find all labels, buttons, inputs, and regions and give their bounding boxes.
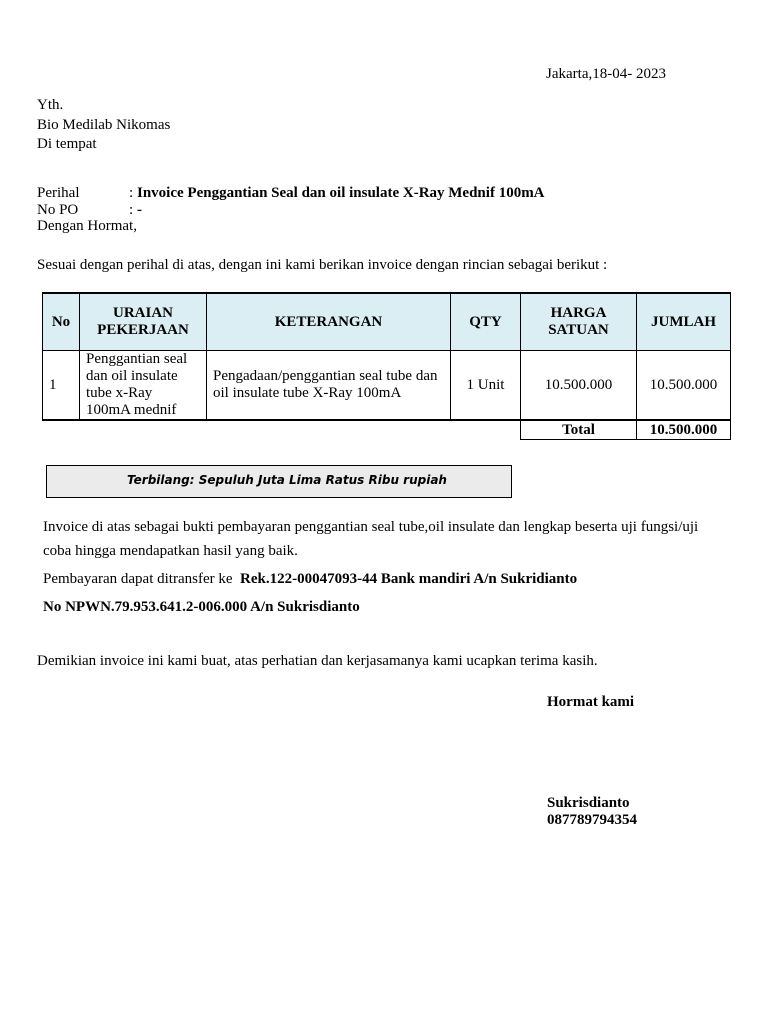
header-qty: QTY <box>451 293 521 351</box>
header-keterangan: KETERANGAN <box>207 293 451 351</box>
header-jumlah: JUMLAH <box>637 293 731 351</box>
body-line-2: coba hingga mendapatkan hasil yang baik. <box>43 543 298 559</box>
perihal-label: Perihal <box>37 185 80 201</box>
signer-name: Sukrisdianto <box>547 795 630 811</box>
header-no: No <box>43 293 80 351</box>
row-qty: 1 Unit <box>451 351 521 421</box>
salutation: Yth. <box>37 97 64 113</box>
closing-text: Demikian invoice ini kami buat, atas perhatian dan kerjasamanya kami ucapkan terima kasih. <box>37 653 598 669</box>
transfer-line <box>43 565 577 593</box>
row-harga: 10.500.000 <box>521 351 637 421</box>
total-row <box>43 420 731 440</box>
recipient-place: Di tempat <box>37 136 97 152</box>
row-keterangan: Pengadaan/penggantian seal tube dan oil insulate tube X-Ray 100mA <box>207 351 451 421</box>
body-line-1: Invoice di atas sebagai bukti pembayaran penggantian seal tube,oil insulate dan lengkap beserta uji fungsi/uji <box>43 519 699 535</box>
po-separator: : <box>129 202 134 218</box>
greeting: Dengan Hormat, <box>37 218 137 234</box>
transfer-account: Rek.122-00047093-44 Bank mandiri A/n Sukridianto <box>240 571 578 587</box>
npwp-line: No NPWN.79.953.641.2-006.000 A/n Sukrisdianto <box>43 599 360 615</box>
row-no: 1 <box>43 351 80 421</box>
header-harga-satuan: HARGA SATUAN <box>521 293 637 351</box>
recipient-name: Bio Medilab Nikomas <box>37 117 171 133</box>
total-label: Total <box>521 420 637 440</box>
table-row <box>43 351 731 421</box>
header-uraian: URAIAN PEKERJAAN <box>80 293 207 351</box>
po-value: - <box>137 202 142 218</box>
intro-text: Sesuai dengan perihal di atas, dengan ini kami berikan invoice dengan rincian sebagai berikut : <box>37 257 608 273</box>
row-jumlah: 10.500.000 <box>637 351 731 421</box>
terbilang-box: Terbilang: Sepuluh Juta Lima Ratus Ribu rupiah <box>46 465 512 498</box>
regards: Hormat kami <box>547 694 635 710</box>
table-header-row <box>43 293 731 351</box>
perihal-separator: : <box>129 185 134 201</box>
po-label: No PO <box>37 202 79 218</box>
transfer-prefix: Pembayaran dapat ditransfer ke <box>43 571 233 587</box>
invoice-table <box>42 292 731 440</box>
perihal-value: Invoice Penggantian Seal dan oil insulate X-Ray Mednif 100mA <box>137 185 545 201</box>
signer-phone: 087789794354 <box>547 812 637 828</box>
total-value: 10.500.000 <box>637 420 731 440</box>
row-uraian: Penggantian seal dan oil insulate tube x-Ray 100mA mednif <box>80 351 207 421</box>
place-date: Jakarta,18-04- 2023 <box>546 66 666 82</box>
